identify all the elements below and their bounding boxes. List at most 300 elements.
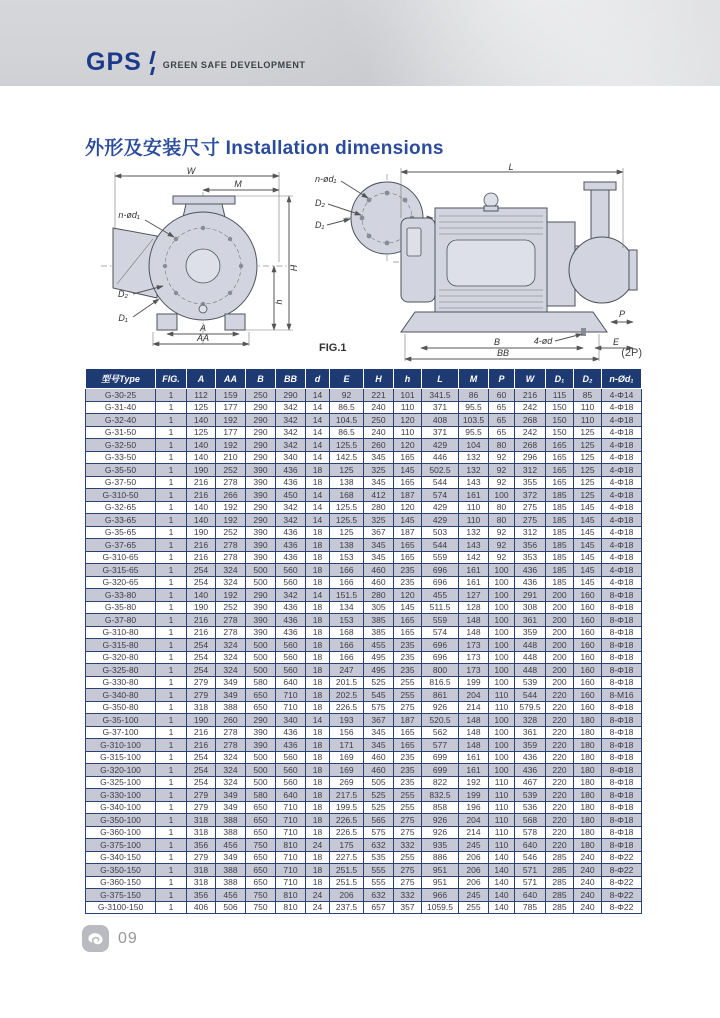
table-cell: 92: [489, 526, 515, 539]
table-cell: 165: [546, 439, 574, 452]
table-cell: 110: [489, 776, 515, 789]
table-cell: 18: [306, 739, 330, 752]
table-cell: 125: [574, 476, 602, 489]
page-footer: [82, 925, 138, 952]
table-cell: 1: [156, 789, 187, 802]
table-cell: 356: [187, 839, 216, 852]
table-cell: 1: [156, 539, 187, 552]
table-cell: 349: [216, 689, 246, 702]
table-cell: G-320-100: [86, 764, 156, 777]
table-cell: 80: [489, 514, 515, 527]
table-cell: G-330-100: [86, 789, 156, 802]
table-cell: 221: [364, 389, 394, 402]
table-cell: 571: [515, 876, 546, 889]
table-cell: 192: [216, 414, 246, 427]
table-cell: 650: [246, 864, 276, 877]
table-cell: 140: [187, 451, 216, 464]
table-row: [86, 526, 642, 539]
table-cell: 169: [330, 764, 364, 777]
table-cell: 125: [330, 464, 364, 477]
table-cell: G-31-40: [86, 401, 156, 414]
table-cell: 8-Φ18: [602, 826, 642, 839]
table-cell: 110: [489, 814, 515, 827]
logo-slogan: GREEN SAFE DEVELOPMENT: [162, 59, 306, 70]
column-header: FIG.: [156, 369, 187, 389]
table-cell: 220: [546, 714, 574, 727]
table-cell: 278: [216, 476, 246, 489]
table-cell: G-31-50: [86, 426, 156, 439]
table-cell: 18: [306, 639, 330, 652]
table-row: [86, 476, 642, 489]
table-cell: 196: [459, 801, 489, 814]
table-cell: 285: [546, 851, 574, 864]
column-header: A: [187, 369, 216, 389]
table-cell: 388: [216, 701, 246, 714]
table-cell: 14: [306, 451, 330, 464]
table-cell: 240: [574, 889, 602, 902]
table-cell: 165: [394, 476, 422, 489]
table-cell: 349: [216, 851, 246, 864]
table-cell: 206: [459, 876, 489, 889]
table-cell: 506: [216, 901, 246, 914]
table-cell: 101: [394, 389, 422, 402]
table-cell: 145: [574, 539, 602, 552]
figure-caption: FIG.1: [319, 342, 347, 354]
table-cell: 1: [156, 439, 187, 452]
table-cell: G-375-100: [86, 839, 156, 852]
table-cell: 324: [216, 564, 246, 577]
table-cell: 165: [394, 539, 422, 552]
table-cell: 536: [515, 801, 546, 814]
table-row: [86, 714, 642, 727]
table-cell: 240: [574, 851, 602, 864]
table-cell: 318: [187, 826, 216, 839]
table-cell: 206: [459, 864, 489, 877]
table-cell: 180: [574, 776, 602, 789]
table-cell: 699: [422, 751, 459, 764]
table-cell: 388: [216, 864, 246, 877]
table-cell: 104.5: [330, 414, 364, 427]
table-cell: 565: [364, 814, 394, 827]
table-cell: 180: [574, 826, 602, 839]
table-row: [86, 814, 642, 827]
table-cell: 525: [364, 801, 394, 814]
table-cell: 328: [515, 714, 546, 727]
table-cell: 575: [364, 826, 394, 839]
table-cell: 657: [364, 901, 394, 914]
table-cell: 18: [306, 626, 330, 639]
table-cell: 192: [216, 501, 246, 514]
table-cell: 142: [459, 551, 489, 564]
table-cell: 18: [306, 851, 330, 864]
table-cell: 696: [422, 576, 459, 589]
table-row: [86, 464, 642, 477]
table-row: [86, 689, 642, 702]
table-cell: 8-Φ22: [602, 901, 642, 914]
table-cell: 220: [546, 726, 574, 739]
table-cell: 1: [156, 751, 187, 764]
table-cell: 560: [276, 564, 306, 577]
table-cell: 104: [459, 439, 489, 452]
table-cell: 145: [574, 514, 602, 527]
table-cell: 220: [546, 689, 574, 702]
table-cell: 177: [216, 426, 246, 439]
table-cell: 134: [330, 601, 364, 614]
table-cell: 290: [246, 451, 276, 464]
column-header: E: [330, 369, 364, 389]
table-cell: 1: [156, 764, 187, 777]
table-cell: 166: [330, 651, 364, 664]
table-cell: 201.5: [330, 676, 364, 689]
table-cell: 1: [156, 839, 187, 852]
table-cell: 180: [574, 764, 602, 777]
table-cell: 503: [422, 526, 459, 539]
table-cell: 312: [515, 464, 546, 477]
table-cell: 132: [459, 526, 489, 539]
table-cell: 255: [394, 801, 422, 814]
table-cell: 266: [216, 489, 246, 502]
table-cell: 285: [546, 876, 574, 889]
table-cell: 280: [364, 501, 394, 514]
table-cell: 255: [394, 851, 422, 864]
table-cell: 785: [515, 901, 546, 914]
table-cell: 559: [422, 551, 459, 564]
table-row: [86, 551, 642, 564]
table-cell: 145: [574, 501, 602, 514]
table-cell: 640: [276, 676, 306, 689]
table-cell: 24: [306, 889, 330, 902]
table-cell: 220: [546, 764, 574, 777]
svg-text:A: A: [199, 323, 207, 333]
table-cell: G-325-100: [86, 776, 156, 789]
table-cell: G-33-65: [86, 514, 156, 527]
table-cell: 160: [574, 689, 602, 702]
table-row: [86, 439, 642, 452]
table-cell: 125.5: [330, 514, 364, 527]
table-cell: 710: [276, 864, 306, 877]
table-cell: 278: [216, 539, 246, 552]
table-cell: G-30-25: [86, 389, 156, 402]
table-cell: 296: [515, 451, 546, 464]
table-cell: 290: [276, 389, 306, 402]
table-cell: 4-Φ18: [602, 426, 642, 439]
table-cell: 185: [546, 501, 574, 514]
table-cell: 8-M16: [602, 689, 642, 702]
table-cell: 216: [187, 739, 216, 752]
table-cell: G-32-65: [86, 501, 156, 514]
table-cell: 173: [459, 639, 489, 652]
table-cell: 100: [489, 714, 515, 727]
table-cell: 455: [364, 639, 394, 652]
table-cell: 138: [330, 476, 364, 489]
table-cell: 4-Φ18: [602, 401, 642, 414]
table-cell: 324: [216, 751, 246, 764]
table-cell: 110: [394, 401, 422, 414]
table-cell: 18: [306, 539, 330, 552]
table-cell: 650: [246, 689, 276, 702]
table-cell: 4-Φ18: [602, 489, 642, 502]
table-cell: 349: [216, 676, 246, 689]
table-cell: 235: [394, 751, 422, 764]
table-cell: 168: [330, 489, 364, 502]
table-cell: 100: [489, 764, 515, 777]
table-row: [86, 576, 642, 589]
table-cell: 100: [489, 601, 515, 614]
table-cell: 190: [187, 526, 216, 539]
table-cell: 14: [306, 501, 330, 514]
table-row: [86, 664, 642, 677]
table-cell: 1: [156, 876, 187, 889]
column-header: L: [422, 369, 459, 389]
table-cell: 279: [187, 789, 216, 802]
table-cell: 235: [394, 576, 422, 589]
table-cell: 8-Φ18: [602, 639, 642, 652]
table-cell: 390: [246, 464, 276, 477]
table-cell: 95.5: [459, 426, 489, 439]
table-cell: 161: [459, 576, 489, 589]
table-area: [85, 368, 642, 914]
table-cell: 200: [546, 664, 574, 677]
table-cell: 710: [276, 814, 306, 827]
table-cell: 252: [216, 464, 246, 477]
table-cell: 342: [276, 514, 306, 527]
table-cell: 14: [306, 389, 330, 402]
table-cell: 190: [187, 601, 216, 614]
table-cell: 145: [394, 464, 422, 477]
table-cell: 640: [276, 789, 306, 802]
table-cell: 254: [187, 639, 216, 652]
table-cell: 140: [187, 514, 216, 527]
table-cell: 4-Φ18: [602, 501, 642, 514]
table-cell: 192: [216, 589, 246, 602]
table-cell: 275: [515, 501, 546, 514]
table-cell: 342: [276, 414, 306, 427]
table-cell: G-360-150: [86, 876, 156, 889]
table-cell: 187: [394, 526, 422, 539]
table-cell: 242: [515, 426, 546, 439]
table-cell: 145: [394, 601, 422, 614]
table-cell: 220: [546, 751, 574, 764]
table-cell: 290: [246, 714, 276, 727]
table-row: [86, 501, 642, 514]
logo-slash-icon: [148, 51, 156, 75]
table-cell: 341.5: [422, 389, 459, 402]
table-cell: 290: [246, 589, 276, 602]
table-row: [86, 751, 642, 764]
table-cell: 1: [156, 726, 187, 739]
svg-text:E: E: [612, 337, 620, 347]
table-cell: 100: [489, 726, 515, 739]
table-cell: 324: [216, 776, 246, 789]
table-cell: 800: [422, 664, 459, 677]
column-header: B: [246, 369, 276, 389]
table-cell: 324: [216, 764, 246, 777]
table-cell: 951: [422, 876, 459, 889]
table-cell: 285: [546, 901, 574, 914]
table-cell: 160: [574, 701, 602, 714]
table-cell: 125: [574, 439, 602, 452]
table-row: [86, 676, 642, 689]
table-cell: 254: [187, 564, 216, 577]
table-cell: 140: [489, 876, 515, 889]
table-cell: 390: [246, 476, 276, 489]
table-cell: 858: [422, 801, 459, 814]
table-cell: 220: [546, 826, 574, 839]
table-cell: 14: [306, 514, 330, 527]
table-cell: 353: [515, 551, 546, 564]
table-cell: 290: [246, 414, 276, 427]
table-cell: 1: [156, 414, 187, 427]
table-cell: 125: [574, 464, 602, 477]
table-cell: 85: [574, 389, 602, 402]
table-cell: 268: [515, 414, 546, 427]
table-cell: 160: [574, 626, 602, 639]
table-cell: 255: [394, 689, 422, 702]
table-cell: 1: [156, 776, 187, 789]
table-cell: G-33-50: [86, 451, 156, 464]
table-cell: G-37-50: [86, 476, 156, 489]
table-cell: 269: [330, 776, 364, 789]
table-cell: 180: [574, 739, 602, 752]
table-cell: 390: [246, 539, 276, 552]
table-cell: 546: [515, 851, 546, 864]
table-cell: 291: [515, 589, 546, 602]
table-cell: 359: [515, 626, 546, 639]
table-cell: 332: [394, 889, 422, 902]
table-cell: 1: [156, 501, 187, 514]
table-cell: 560: [276, 664, 306, 677]
table-cell: G-37-100: [86, 726, 156, 739]
table-cell: 555: [364, 876, 394, 889]
table-cell: 214: [459, 826, 489, 839]
table-cell: 8-Φ18: [602, 839, 642, 852]
table-cell: 460: [364, 764, 394, 777]
table-cell: G-320-80: [86, 651, 156, 664]
table-cell: 500: [246, 651, 276, 664]
table-cell: 14: [306, 401, 330, 414]
column-header: h: [394, 369, 422, 389]
table-cell: 166: [330, 576, 364, 589]
table-cell: 861: [422, 689, 459, 702]
table-cell: 206: [330, 889, 364, 902]
table-cell: G-340-80: [86, 689, 156, 702]
table-cell: 100: [489, 489, 515, 502]
table-cell: 180: [574, 751, 602, 764]
table-cell: 539: [515, 789, 546, 802]
table-cell: 216: [187, 626, 216, 639]
table-cell: 18: [306, 876, 330, 889]
table-cell: 325: [364, 514, 394, 527]
table-cell: 8-Φ22: [602, 851, 642, 864]
table-cell: 14: [306, 414, 330, 427]
table-cell: 278: [216, 626, 246, 639]
table-cell: 1: [156, 451, 187, 464]
table-row: [86, 889, 642, 902]
table-cell: 216: [187, 726, 216, 739]
table-cell: 390: [246, 526, 276, 539]
table-cell: 18: [306, 464, 330, 477]
table-cell: 254: [187, 651, 216, 664]
table-cell: 145: [574, 576, 602, 589]
table-cell: 247: [330, 664, 364, 677]
table-cell: 650: [246, 814, 276, 827]
table-cell: 92: [330, 389, 364, 402]
table-cell: 140: [489, 851, 515, 864]
table-cell: 560: [276, 751, 306, 764]
table-cell: 268: [515, 439, 546, 452]
table-cell: 260: [364, 439, 394, 452]
table-cell: 935: [422, 839, 459, 852]
table-cell: 640: [515, 889, 546, 902]
table-cell: G-350-100: [86, 814, 156, 827]
table-cell: 110: [489, 789, 515, 802]
table-cell: 86.5: [330, 426, 364, 439]
table-cell: 810: [276, 901, 306, 914]
table-cell: 8-Φ18: [602, 589, 642, 602]
table-cell: 436: [515, 564, 546, 577]
table-cell: 80: [489, 439, 515, 452]
table-cell: 92: [489, 451, 515, 464]
table-cell: 8-Φ18: [602, 789, 642, 802]
table-cell: 500: [246, 564, 276, 577]
table-cell: 140: [489, 901, 515, 914]
table-cell: 202.5: [330, 689, 364, 702]
table-cell: 632: [364, 889, 394, 902]
table-cell: 822: [422, 776, 459, 789]
table-cell: 1: [156, 801, 187, 814]
table-cell: 578: [515, 826, 546, 839]
table-cell: 220: [546, 801, 574, 814]
table-cell: 1: [156, 689, 187, 702]
table-cell: 390: [246, 739, 276, 752]
table-cell: 156: [330, 726, 364, 739]
table-cell: 165: [394, 551, 422, 564]
table-cell: 696: [422, 564, 459, 577]
table-cell: 216: [187, 489, 216, 502]
table-cell: 180: [574, 726, 602, 739]
column-header: d: [306, 369, 330, 389]
table-cell: 278: [216, 726, 246, 739]
table-cell: 710: [276, 701, 306, 714]
table-cell: 279: [187, 851, 216, 864]
table-cell: 4-Φ18: [602, 564, 642, 577]
table-cell: 166: [330, 564, 364, 577]
table-row: [86, 451, 642, 464]
table-cell: 390: [246, 626, 276, 639]
table-cell: 456: [216, 889, 246, 902]
pump-side-view-figure: [385, 162, 641, 362]
table-cell: 125.5: [330, 439, 364, 452]
table-cell: 140: [489, 864, 515, 877]
table-cell: 100: [489, 626, 515, 639]
table-cell: 180: [574, 789, 602, 802]
table-cell: 18: [306, 689, 330, 702]
table-cell: 372: [515, 489, 546, 502]
table-cell: 1: [156, 814, 187, 827]
table-cell: 436: [515, 751, 546, 764]
table-cell: 14: [306, 489, 330, 502]
column-header: D₂: [574, 369, 602, 389]
table-cell: 161: [459, 764, 489, 777]
table-cell: 332: [394, 839, 422, 852]
table-cell: 145: [574, 564, 602, 577]
table-row: [86, 851, 642, 864]
table-cell: 318: [187, 876, 216, 889]
table-cell: 574: [422, 626, 459, 639]
table-cell: 128: [459, 601, 489, 614]
table-cell: 544: [422, 476, 459, 489]
table-cell: 110: [489, 839, 515, 852]
